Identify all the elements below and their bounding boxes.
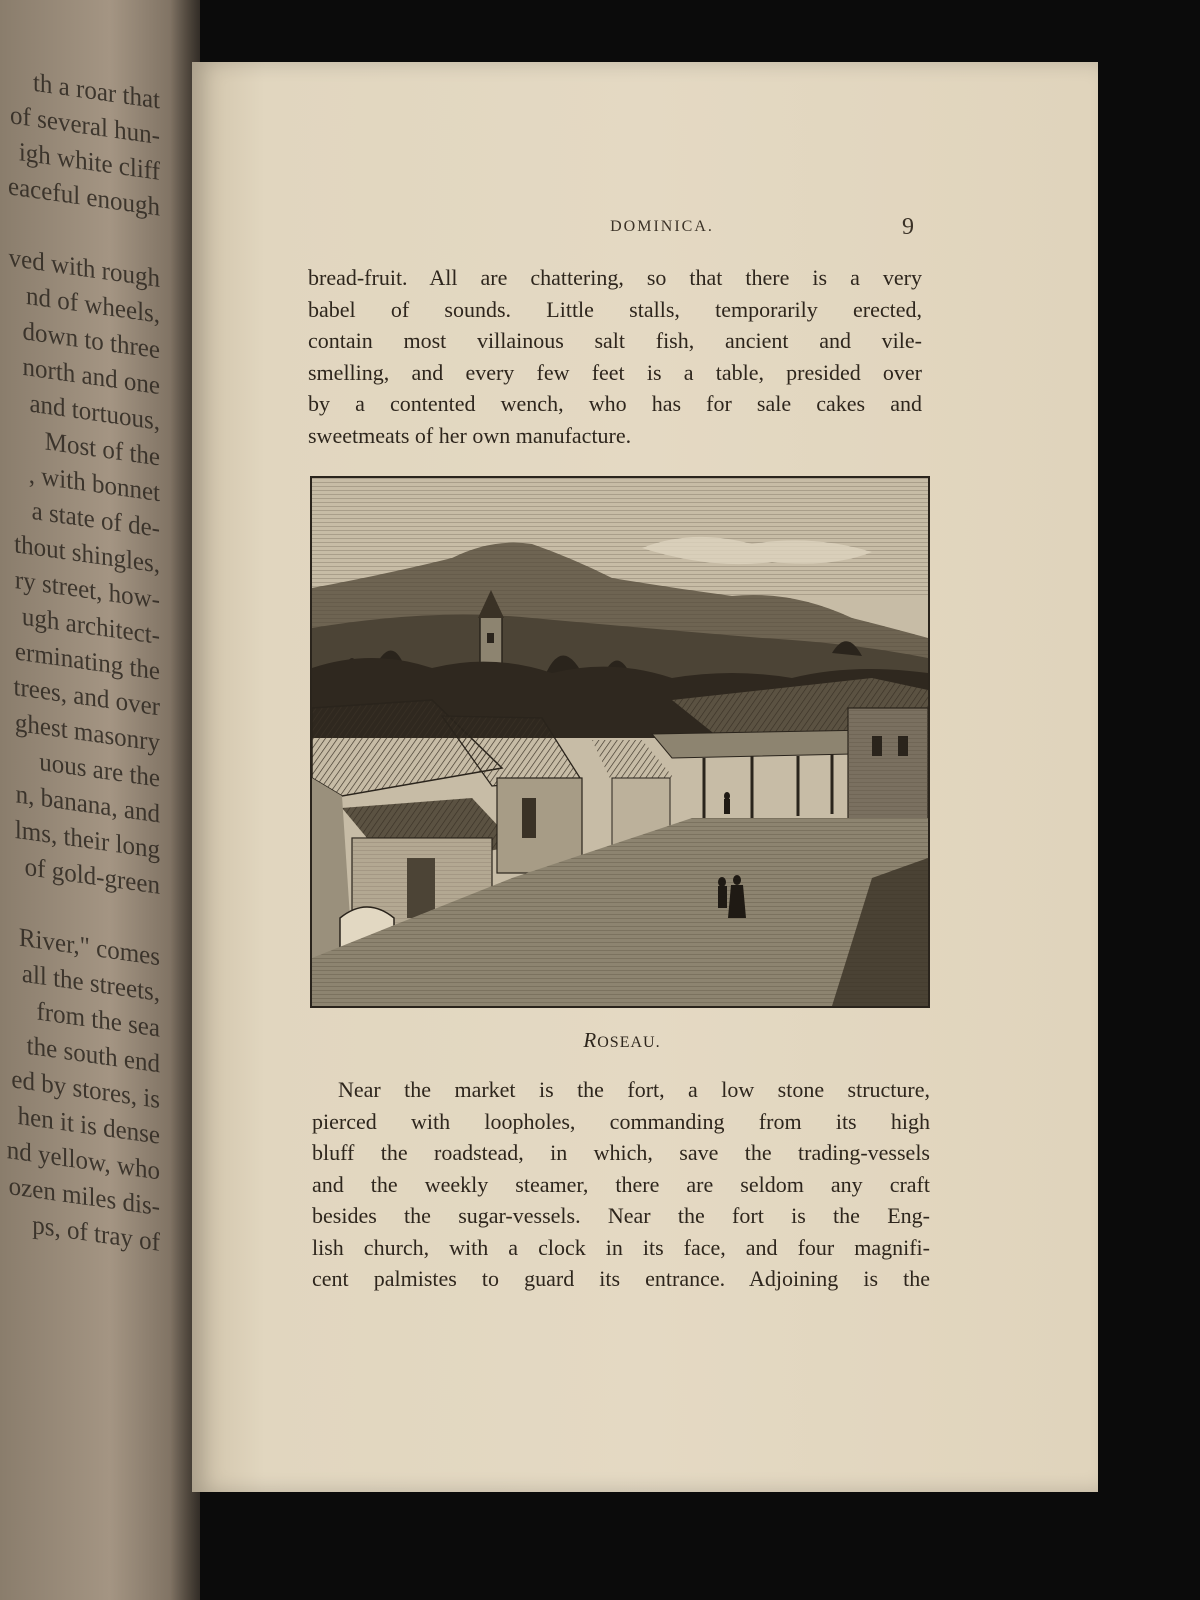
facing-line: uous are the bbox=[39, 747, 160, 794]
facing-line: ry street, how- bbox=[14, 565, 160, 615]
text-line: smelling, and every few feet is a table, presided over bbox=[308, 359, 922, 385]
text-line: besides the sugar-vessels. Near the fort is the Eng- bbox=[312, 1203, 930, 1228]
facing-line: north and one bbox=[22, 352, 160, 401]
facing-line: ved with rough bbox=[8, 243, 160, 294]
paragraph-lower bbox=[312, 1074, 930, 1295]
facing-line: ps, of tray of bbox=[32, 1210, 160, 1258]
facing-line: erminating the bbox=[14, 637, 160, 687]
facing-line: trees, and over bbox=[13, 672, 160, 722]
facing-line: nd yellow, who bbox=[6, 1135, 160, 1186]
text-line: by a contented wench, who has for sale cakes and bbox=[308, 391, 922, 416]
book-page bbox=[192, 62, 1098, 1492]
facing-line: ghest masonry bbox=[14, 708, 160, 758]
facing-line: from the sea bbox=[36, 997, 160, 1044]
text-line: cent palmistes to guard its entrance. Adjoining is the bbox=[312, 1266, 930, 1291]
facing-line: a state of de- bbox=[31, 496, 160, 544]
facing-line: of several hun- bbox=[10, 101, 160, 151]
facing-line: ugh architect- bbox=[21, 602, 160, 651]
caption-text: OSEAU. bbox=[597, 1034, 661, 1051]
caption-initial: R bbox=[583, 1028, 598, 1052]
facing-line: ozen miles dis- bbox=[8, 1171, 160, 1222]
facing-line: eaceful enough bbox=[7, 172, 160, 222]
facing-line: th a roar that bbox=[32, 68, 160, 115]
page-number: 9 bbox=[902, 214, 914, 240]
facing-line: and tortuous, bbox=[29, 389, 160, 437]
facing-line: , with bonnet bbox=[28, 460, 160, 508]
facing-line: the south end bbox=[26, 1031, 160, 1079]
text-line: bread-fruit. All are chattering, so that there is a very bbox=[308, 265, 922, 290]
facing-line: River," comes bbox=[18, 923, 160, 972]
text-line: and the weekly steamer, there are seldom any craft bbox=[312, 1171, 930, 1197]
facing-line: n, banana, and bbox=[15, 780, 160, 829]
text-line: lish church, with a clock in its face, and four magnifi- bbox=[312, 1234, 930, 1260]
facing-page-left bbox=[0, 0, 200, 1600]
facing-line: Most of the bbox=[44, 427, 160, 472]
text-line: Near the market is the fort, a low stone structure, bbox=[338, 1077, 930, 1102]
text-line: sweetmeats of her own manufacture. bbox=[308, 422, 632, 448]
facing-line: lms, their long bbox=[14, 815, 160, 865]
facing-line: of gold-green bbox=[24, 852, 160, 901]
text-line: contain most villainous salt fish, ancient and vile- bbox=[308, 328, 922, 353]
facing-line: thout shingles, bbox=[14, 530, 160, 579]
text-line: pierced with loopholes, commanding from its high bbox=[312, 1108, 930, 1134]
running-head: DOMINICA. bbox=[610, 218, 714, 235]
paragraph-upper bbox=[308, 262, 922, 451]
illustration-caption bbox=[572, 1028, 672, 1053]
facing-line: igh white cliff bbox=[18, 138, 160, 187]
facing-line: ed by stores, is bbox=[11, 1065, 160, 1115]
facing-line: all the streets, bbox=[21, 959, 160, 1008]
roseau-engraving bbox=[310, 476, 930, 1008]
text-line: babel of sounds. Little stalls, temporarily erected, bbox=[308, 296, 922, 322]
engraving-illustration bbox=[312, 478, 928, 1006]
facing-line: hen it is dense bbox=[17, 1101, 160, 1151]
facing-page-text bbox=[0, 60, 184, 1265]
facing-line: down to three bbox=[22, 317, 160, 365]
facing-line: nd of wheels, bbox=[26, 281, 160, 330]
text-line: bluff the roadstead, in which, save the trading-vessels bbox=[312, 1140, 930, 1165]
